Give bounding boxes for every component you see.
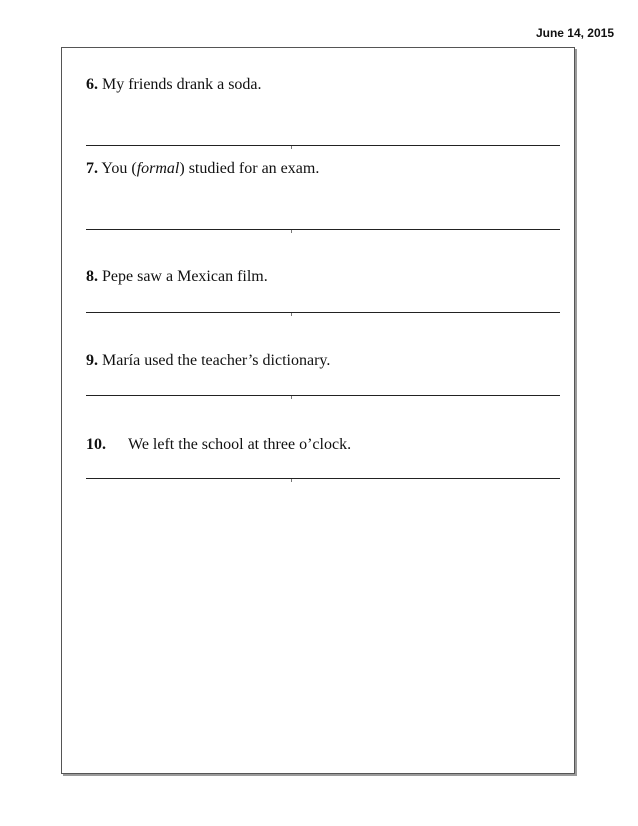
exercise-item-6 [86, 76, 262, 94]
exercise-item-8 [86, 268, 268, 286]
answer-line-9[interactable] [86, 395, 560, 396]
worksheet-frame [61, 47, 575, 774]
exercise-item-7 [86, 160, 319, 178]
item-sentence: Pepe saw a Mexican film. [102, 268, 268, 285]
item-number: 8. [86, 268, 98, 285]
answer-line-8[interactable] [86, 312, 560, 313]
exercise-item-10 [86, 436, 351, 454]
item-sentence-start: You ( [101, 160, 137, 177]
item-sentence-end: ) studied for an exam. [179, 160, 320, 177]
item-sentence-emphasis: formal [136, 160, 180, 177]
item-sentence: María used the teacher’s dictionary. [102, 352, 331, 369]
exercise-item-9 [86, 352, 330, 370]
item-sentence: We left the school at three o’clock. [128, 436, 352, 453]
item-number: 9. [86, 352, 98, 369]
answer-line-7[interactable] [86, 229, 560, 230]
answer-line-10[interactable] [86, 478, 560, 479]
item-sentence: My friends drank a soda. [102, 76, 262, 93]
item-number: 10. [86, 436, 106, 453]
item-number: 7. [86, 160, 98, 177]
item-number: 6. [86, 76, 98, 93]
answer-line-6[interactable] [86, 145, 560, 146]
page-date: June 14, 2015 [535, 26, 614, 40]
